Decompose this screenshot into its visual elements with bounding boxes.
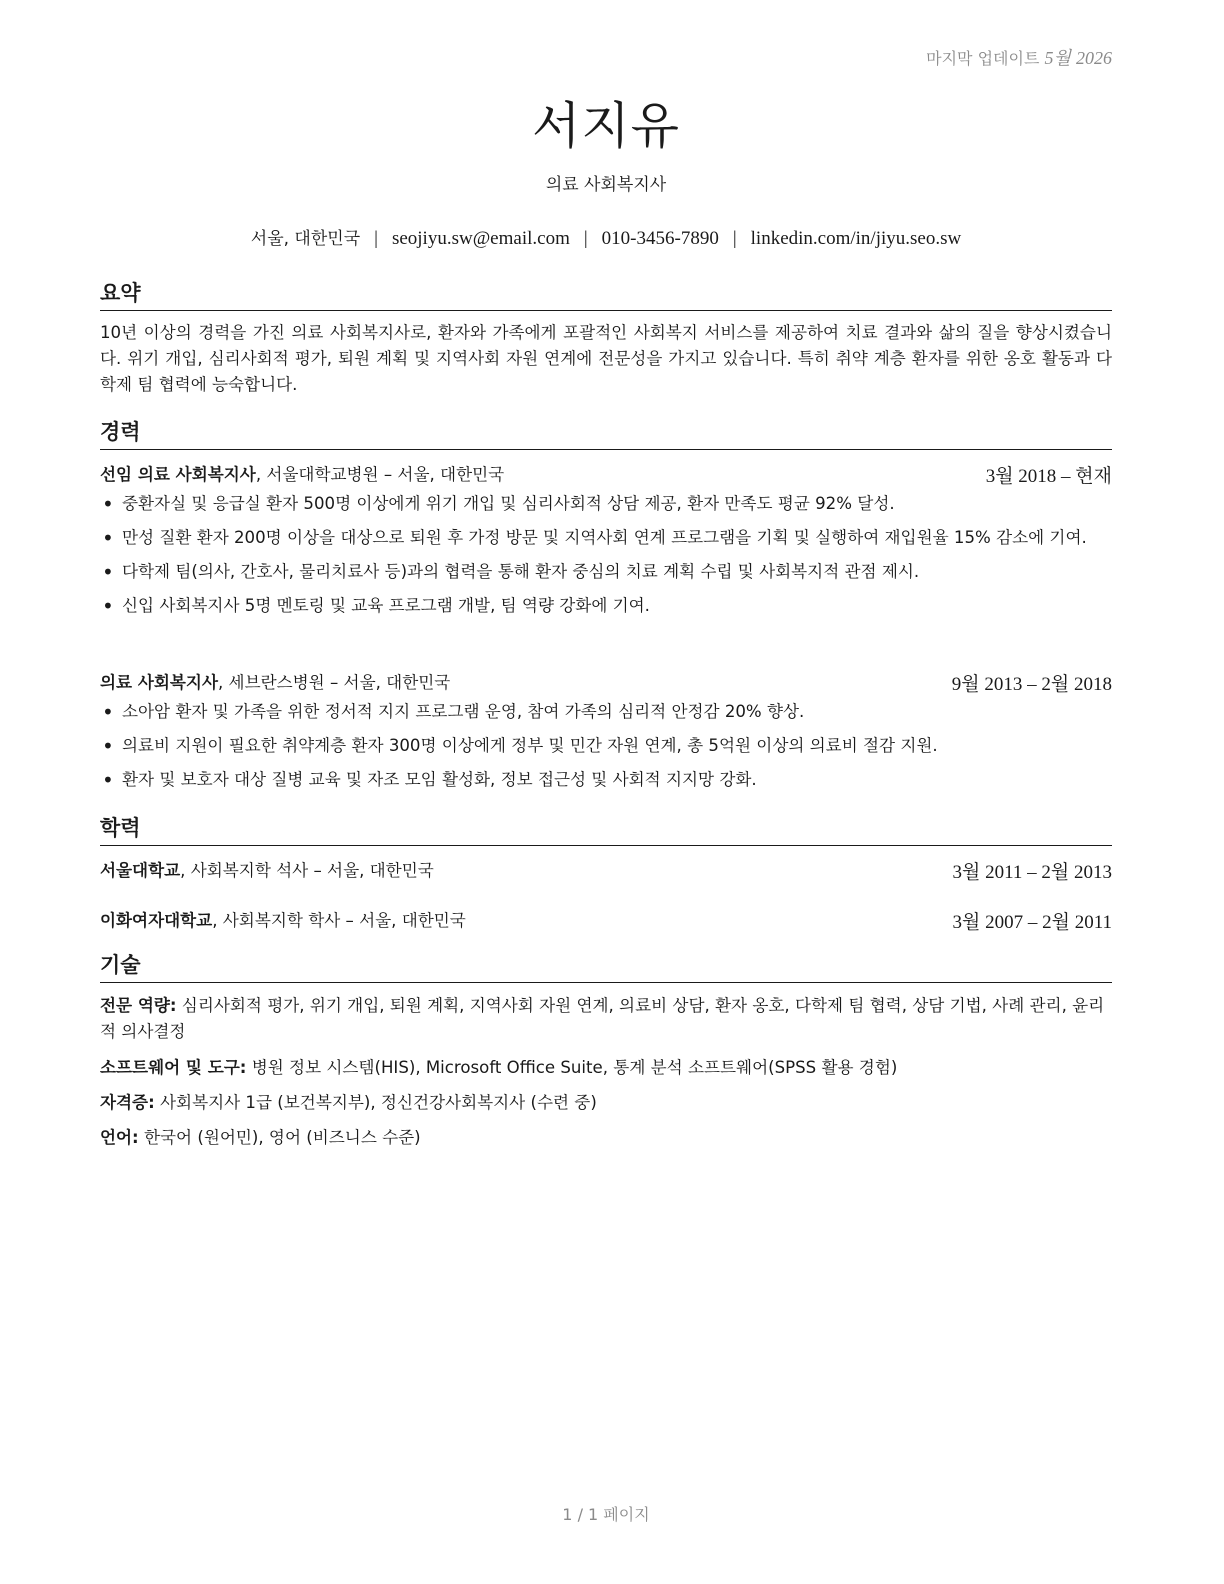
contact-location: 서울, 대한민국 <box>250 229 361 249</box>
contact-separator: | <box>374 228 378 249</box>
job-role: 선임 의료 사회복지사 <box>100 465 256 484</box>
job-role: 의료 사회복지사 <box>100 673 218 692</box>
last-updated-label: 마지막 업데이트 <box>926 49 1040 68</box>
person-name: 서지유 <box>532 97 680 155</box>
education-detail: , 사회복지학 석사 – 서울, 대한민국 <box>180 861 434 880</box>
skill-row <box>100 1125 1112 1151</box>
education-school: 서울대학교 <box>100 861 181 880</box>
education-date: 3월 2011 – 2월 2013 <box>952 862 1112 883</box>
job-header <box>100 461 1112 488</box>
education-school: 이화여자대학교 <box>100 911 213 930</box>
skill-value: 한국어 (원어민), 영어 (비즈니스 수준) <box>138 1128 421 1147</box>
job-date: 3월 2018 – 현재 <box>985 466 1112 487</box>
education-title-line <box>100 907 466 934</box>
skill-value: 병원 정보 시스템(HIS), Microsoft Office Suite, 통계 분석 소프트웨어(SPSS 활용 경험) <box>246 1058 898 1077</box>
contact-email[interactable]: seojiyu.sw@email.com <box>391 228 570 249</box>
education-date: 3월 2007 – 2월 2011 <box>952 912 1112 933</box>
job-header <box>100 669 1112 696</box>
job-bullet: • 다학제 팀(의사, 간호사, 물리치료사 등)과의 협력을 통해 환자 중심의 치료 계획 수립 및 사회복지적 관점 제시. <box>100 559 1112 585</box>
job-bullets <box>100 699 1112 801</box>
section-title-skills: 기술 <box>100 949 1112 983</box>
contact-separator: | <box>583 228 588 249</box>
job-org: , 세브란스병원 – 서울, 대한민국 <box>217 673 451 692</box>
skill-value: 사회복지사 1급 (보건복지부), 정신건강사회복지사 (수련 중) <box>154 1093 597 1112</box>
skill-label: 언어: <box>100 1128 139 1147</box>
job-bullet: • 신입 사회복지사 5명 멘토링 및 교육 프로그램 개발, 팀 역량 강화에 기여. <box>100 593 1112 619</box>
job-bullet: • 환자 및 보호자 대상 질병 교육 및 자조 모임 활성화, 정보 접근성 및 사회적 지지망 강화. <box>100 767 1112 793</box>
job-title-line <box>100 669 450 696</box>
job-bullet: • 중환자실 및 응급실 환자 500명 이상에게 위기 개입 및 심리사회적 상담 제공, 환자 만족도 평균 92% 달성. <box>100 491 1112 517</box>
section-title-summary: 요약 <box>100 277 1112 311</box>
skill-row <box>100 1090 1112 1116</box>
section-title-experience: 경력 <box>100 416 1112 450</box>
job-bullet: • 의료비 지원이 필요한 취약계층 환자 300명 이상에게 정부 및 민간 자원 연계, 총 5억원 이상의 의료비 절감 지원. <box>100 733 1112 759</box>
contact-linkedin[interactable]: linkedin.com/in/jiyu.seo.sw <box>750 228 962 249</box>
summary-text: 10년 이상의 경력을 가진 의료 사회복지사로, 환자와 가족에게 포괄적인 사회복지 서비스를 제공하여 치료 결과와 삶의 질을 향상시켰습니다. 위기 개입, 심리사회적 평가, 퇴원 계획 및 지역사회 자원 연계에 전문성을 가지고 있습니다. 특히 취약 계층 환자를 위한 옹호 활동과 다학제 팀 협력에 능숙합니다. <box>100 323 1112 394</box>
skill-label: 자격증: <box>100 1093 155 1112</box>
skill-row <box>100 1055 1112 1081</box>
contact-line <box>100 224 1112 250</box>
education-detail: , 사회복지학 학사 – 서울, 대한민국 <box>212 911 466 930</box>
last-updated <box>926 44 1112 70</box>
skill-label: 전문 역량: <box>100 996 177 1015</box>
education-entry <box>100 857 1112 884</box>
job-bullet: • 만성 질환 환자 200명 이상을 대상으로 퇴원 후 가정 방문 및 지역사회 연계 프로그램을 기획 및 실행하여 재입원율 15% 감소에 기여. <box>100 525 1112 551</box>
headline: 의료 사회복지사 <box>545 175 667 195</box>
job-bullets <box>100 491 1112 627</box>
section-title-education: 학력 <box>100 812 1112 846</box>
last-updated-year: 2026 <box>1076 48 1112 68</box>
education-title-line <box>100 857 434 884</box>
job-date: 9월 2013 – 2월 2018 <box>951 674 1112 695</box>
skill-value: 심리사회적 평가, 위기 개입, 퇴원 계획, 지역사회 자원 연계, 의료비 상담, 환자 옹호, 다학제 팀 협력, 상담 기법, 사례 관리, 윤리적 의사결정 <box>100 996 1105 1041</box>
job-title-line <box>100 461 504 488</box>
contact-separator: | <box>732 228 737 249</box>
resume-page <box>100 0 1112 1584</box>
skill-row <box>100 993 1112 1045</box>
page-footer: 1 / 1 페이지 <box>562 1505 650 1524</box>
contact-phone[interactable]: 010-3456-7890 <box>601 228 719 249</box>
last-updated-month: 5월 <box>1044 48 1071 68</box>
skill-label: 소프트웨어 및 도구: <box>100 1058 247 1077</box>
job-org: , 서울대학교병원 – 서울, 대한민국 <box>255 465 505 484</box>
job-bullet: • 소아암 환자 및 가족을 위한 정서적 지지 프로그램 운영, 참여 가족의 심리적 안정감 20% 향상. <box>100 699 1112 725</box>
education-entry <box>100 907 1112 934</box>
